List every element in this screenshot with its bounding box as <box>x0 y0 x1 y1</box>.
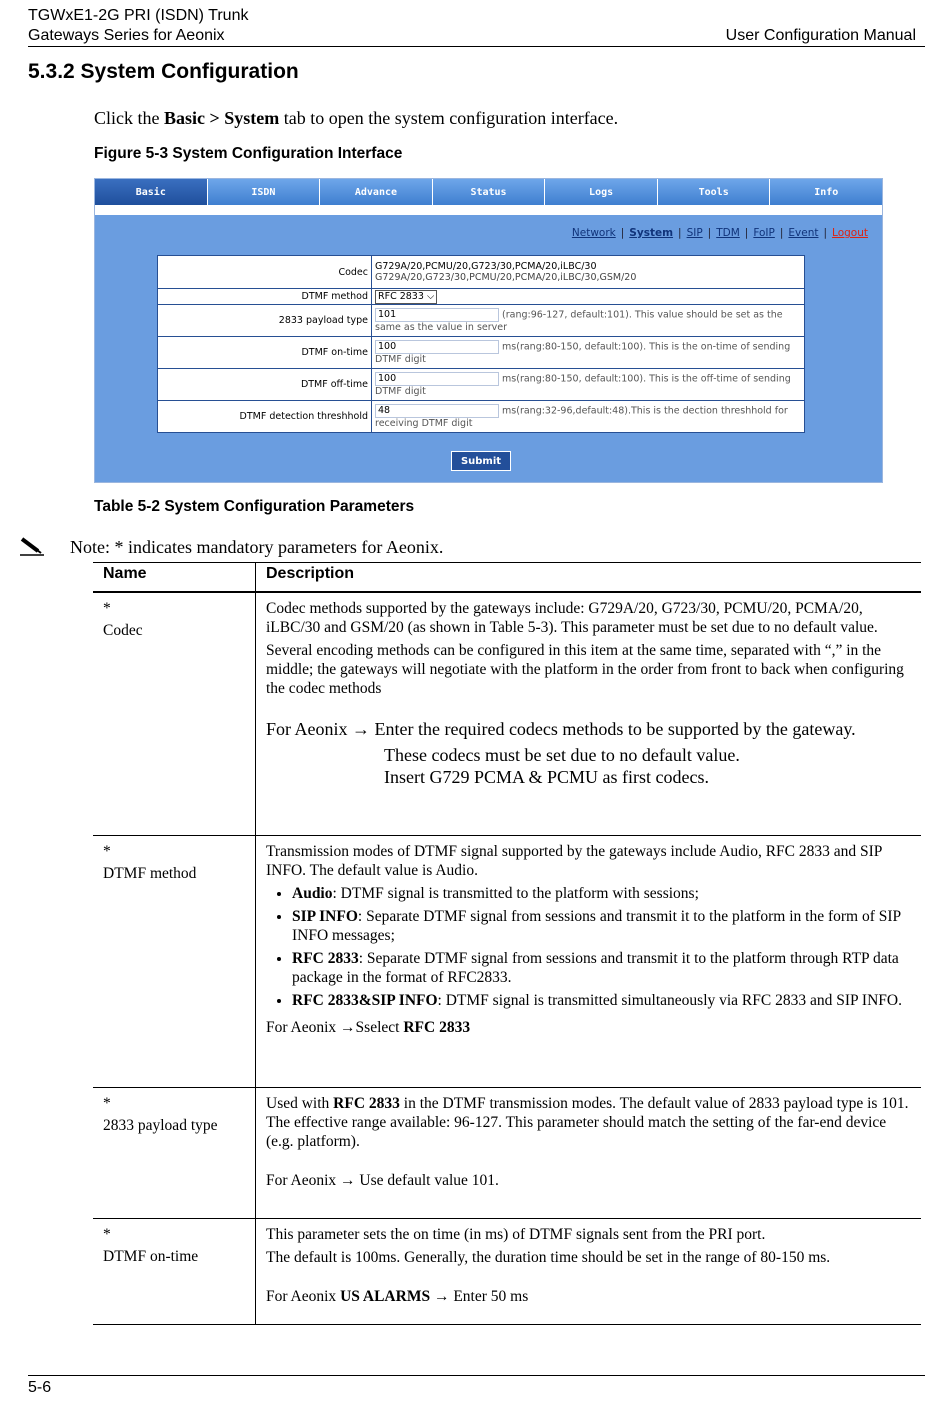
subnav-sep: | <box>744 227 749 239</box>
param-name-dtmf-method: DTMF method <box>103 864 197 882</box>
codec-desc-2: Several encoding methods can be configured in this item at the same time, separated with “,” in the middle; the gateways will negotiate with the platform in the order from front to back when configuring the codec methods <box>266 642 904 697</box>
subnav-foip[interactable]: FoIP <box>753 227 775 239</box>
footer-divider <box>28 1375 925 1376</box>
subnav-sep: | <box>678 227 682 239</box>
intro-post: tab to open the system configuration interface. <box>279 108 619 128</box>
codec-aeonix: For Aeonix → Enter the required codecs methods to be supported by the gateway. <box>266 719 856 739</box>
bullet-term: RFC 2833&SIP INFO <box>292 991 438 1009</box>
mandatory-star: * <box>103 842 111 860</box>
payload-desc <box>266 1094 911 1151</box>
off-time-input[interactable]: 100 <box>375 372 499 386</box>
param-name-on-time: DTMF on-time <box>103 1247 199 1265</box>
subnav-sep: | <box>779 227 784 239</box>
config-form <box>157 255 805 433</box>
page-number: 5-6 <box>28 1379 52 1396</box>
payload-desc-post: in the DTMF transmission modes. The default value of 2833 payload type is 101. The effective range available: 96-127. This parameter should match the setting of the far-end device (e.g. platform). <box>266 1094 909 1150</box>
dtmf-mode-list <box>266 884 911 1010</box>
section-title: 5.3.2 System Configuration <box>28 60 299 83</box>
dtmf-aeonix-bold: RFC 2833 <box>403 1018 471 1036</box>
document-header <box>28 6 248 46</box>
intro-text <box>94 108 618 129</box>
tab-isdn[interactable]: ISDN <box>208 179 321 205</box>
on-time-desc-1: This parameter sets the on time (in ms) of DTMF signals sent from the PRI port. <box>266 1225 766 1243</box>
payload-input[interactable]: 101 <box>375 308 499 322</box>
table-row-codec <box>93 592 921 835</box>
intro-pre: Click the <box>94 108 164 128</box>
param-name-payload: 2833 payload type <box>103 1116 218 1134</box>
intro-bold: Basic > System <box>164 108 280 128</box>
codec-value[interactable]: G729A/20,PCMU/20,G723/30,PCMA/20,iLBC/30 <box>375 261 597 272</box>
threshold-input[interactable]: 48 <box>375 404 499 418</box>
off-time-hint: ms(rang:80-150, default:100). This is the off-time of sending <box>502 373 791 385</box>
on-time-desc-2: The default is 100ms. Generally, the duration time should be set in the range of 80-150 ms. <box>266 1248 831 1266</box>
threshold-hint-2: receiving DTMF digit <box>375 418 473 429</box>
codec-aeonix-3: Insert G729 PCMA & PCMU as first codecs. <box>384 767 709 787</box>
list-item <box>292 907 911 945</box>
tab-basic[interactable]: Basic <box>95 179 208 205</box>
bullet-term: SIP INFO <box>292 907 358 925</box>
on-time-label: DTMF on-time <box>158 337 372 369</box>
mandatory-star: * <box>103 1225 111 1243</box>
payload-hint-2: same as the value in server <box>375 322 508 333</box>
chevron-down-icon: ⌵ <box>426 290 435 302</box>
codec-aeonix-2: These codecs must be set due to no default value. <box>384 745 740 765</box>
param-name-codec: Codec <box>103 622 143 639</box>
header-divider <box>28 46 925 47</box>
table-row-dtmf-method <box>93 835 921 1087</box>
codec-desc-1: Codec methods supported by the gateways include: G729A/20, G723/30, PCMU/20, PCMA/20, iLBC/30 and GSM/20 (as shown in Table 5-3). This parameter must be set due to no default value. <box>266 600 878 636</box>
dtmf-aeonix <box>266 1018 911 1037</box>
col-name-header: Name <box>93 563 256 593</box>
on-time-aeonix-bold: US ALARMS <box>340 1287 431 1305</box>
table-row-on-time <box>93 1218 921 1324</box>
subnav-logout[interactable]: Logout <box>832 227 868 239</box>
row-threshold <box>158 401 805 433</box>
on-time-hint-2: DTMF digit <box>375 354 426 365</box>
bullet-text: : Separate DTMF signal from sessions and transmit it to the platform in the form of SIP INFO messages; <box>292 907 901 944</box>
payload-aeonix: For Aeonix → Use default value 101. <box>266 1171 499 1189</box>
subnav-network[interactable]: Network <box>571 227 616 239</box>
dtmf-method-value: RFC 2833 <box>378 290 424 302</box>
on-time-aeonix <box>266 1287 911 1306</box>
bullet-term: RFC 2833 <box>292 949 359 967</box>
row-codec <box>158 256 805 289</box>
subnav-system[interactable]: System <box>629 227 674 239</box>
subnav-event[interactable]: Event <box>788 227 819 239</box>
dtmf-method-select[interactable] <box>375 290 437 304</box>
header-series: Gateways Series for Aeonix <box>28 27 225 44</box>
bullet-text: : Separate DTMF signal from sessions and transmit it to the platform through RTP data package in the format of RFC2833. <box>292 949 899 986</box>
dtmf-desc-1: Transmission modes of DTMF signal supported by the gateways include Audio, RFC 2833 and SIP INFO. The default value is Audio. <box>266 842 882 879</box>
threshold-label: DTMF detection threshhold <box>158 401 372 433</box>
list-item <box>292 949 911 987</box>
bullet-term: Audio <box>292 884 333 902</box>
tab-underbar <box>95 205 882 215</box>
subnav-sep: | <box>823 227 828 239</box>
main-tabs <box>95 179 882 205</box>
codec-label: Codec <box>158 256 372 289</box>
list-item <box>292 991 911 1010</box>
tab-logs[interactable]: Logs <box>545 179 658 205</box>
tab-advance[interactable]: Advance <box>320 179 433 205</box>
table-caption: Table 5-2 System Configuration Parameters <box>94 498 415 515</box>
codec-select-list[interactable]: G729A/20,G723/30,PCMU/20,PCMA/20,iLBC/30,GSM/20 <box>375 272 637 283</box>
mandatory-note: Note: * indicates mandatory parameters for Aeonix. <box>70 537 444 557</box>
threshold-hint: ms(rang:32-96,default:48).This is the dection threshhold for <box>502 405 788 417</box>
payload-label: 2833 payload type <box>158 305 372 337</box>
on-time-aeonix-pre: For Aeonix <box>266 1287 341 1305</box>
submit-button[interactable]: Submit <box>451 451 511 471</box>
dtmf-method-label: DTMF method <box>158 289 372 305</box>
subnav-sep: | <box>707 227 712 239</box>
dtmf-aeonix-text: For Aeonix →Sselect <box>266 1018 404 1036</box>
payload-desc-bold: RFC 2833 <box>333 1094 400 1112</box>
mandatory-star: * <box>103 1094 111 1112</box>
mandatory-star: * <box>103 600 111 617</box>
header-product: TGWxE1-2G PRI (ISDN) Trunk <box>28 7 249 24</box>
subnav-sip[interactable]: SIP <box>686 227 703 239</box>
row-off-time <box>158 369 805 401</box>
tab-tools[interactable]: Tools <box>658 179 771 205</box>
table-header-row <box>93 563 921 593</box>
row-payload <box>158 305 805 337</box>
tab-info[interactable]: Info <box>770 179 882 205</box>
figure-caption: Figure 5-3 System Configuration Interface <box>94 145 403 162</box>
bullet-text: : DTMF signal is transmitted to the platform with sessions; <box>332 884 699 902</box>
payload-desc-pre: Used with <box>266 1094 334 1112</box>
subnav-tdm[interactable]: TDM <box>716 227 740 239</box>
table-row-payload <box>93 1087 921 1218</box>
payload-hint: (rang:96-127, default:101). This value should be set as the <box>502 309 783 321</box>
header-manual-title: User Configuration Manual <box>725 27 916 44</box>
row-on-time <box>158 337 805 369</box>
row-dtmf-method <box>158 289 805 305</box>
col-description-header: Description <box>256 563 922 593</box>
on-time-aeonix-post: → Enter 50 ms <box>430 1287 529 1305</box>
tab-status[interactable]: Status <box>433 179 546 205</box>
sub-navigation <box>572 227 868 239</box>
subnav-sep: | <box>620 227 625 239</box>
on-time-input[interactable]: 100 <box>375 340 499 354</box>
list-item <box>292 884 911 903</box>
off-time-label: DTMF off-time <box>158 369 372 401</box>
system-config-screenshot <box>94 178 883 483</box>
bullet-text: : DTMF signal is transmitted simultaneously via RFC 2833 and SIP INFO. <box>437 991 902 1009</box>
pencil-note-icon <box>18 535 46 557</box>
on-time-hint: ms(rang:80-150, default:100). This is the on-time of sending <box>502 341 791 353</box>
off-time-hint-2: DTMF digit <box>375 386 426 397</box>
parameters-table <box>93 562 921 1325</box>
